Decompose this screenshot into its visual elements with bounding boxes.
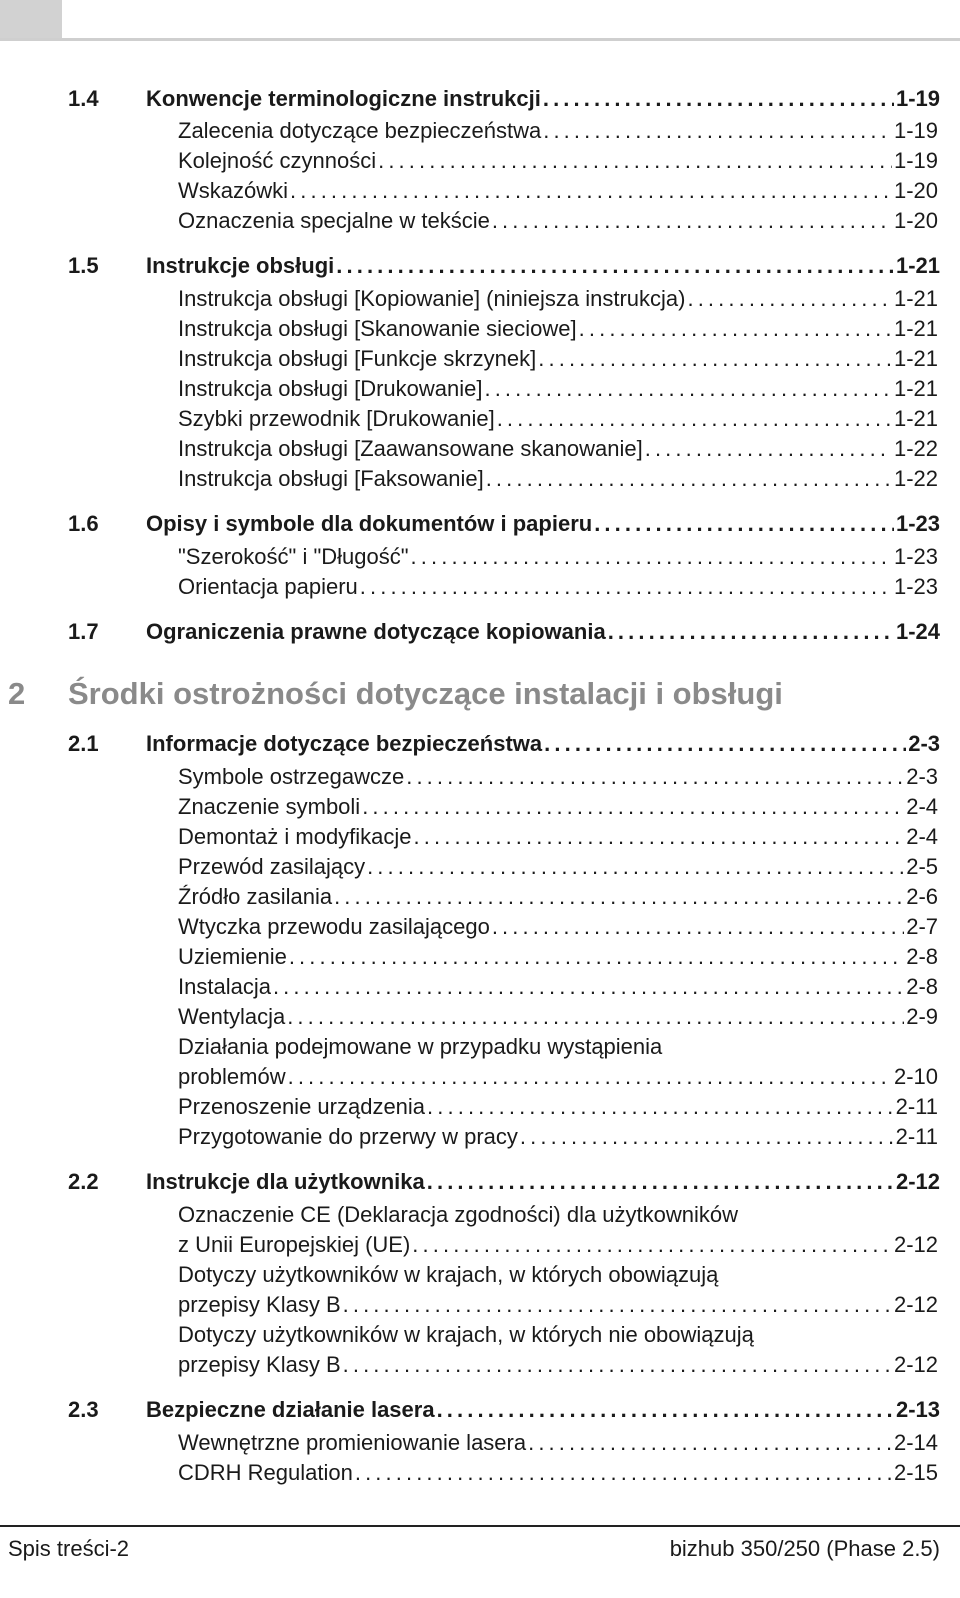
toc-entry[interactable]: [178, 436, 938, 462]
toc-entry-first-line[interactable]: Dotyczy użytkowników w krajach, w których nie obowiązują: [178, 1322, 754, 1347]
entry-title: z Unii Europejskiej (UE): [178, 1232, 411, 1257]
dot-leader: [594, 511, 894, 537]
page-number: 2-14: [893, 1430, 938, 1455]
page-number: 2-15: [893, 1460, 938, 1485]
dot-leader: [362, 794, 904, 820]
toc-entry[interactable]: [178, 974, 938, 1000]
page-number: 2-12: [895, 1169, 940, 1194]
entry-title: Przygotowanie do przerwy w pracy: [178, 1124, 518, 1149]
corner-tab: [0, 0, 62, 38]
dot-leader: [484, 376, 891, 402]
dot-leader: [579, 316, 892, 342]
toc-entry[interactable]: [178, 1460, 938, 1486]
entry-title: problemów: [178, 1064, 286, 1089]
section-number: 2.2: [68, 1169, 99, 1194]
page-number: 1-21: [895, 253, 940, 278]
page-number: 1-20: [893, 208, 938, 233]
dot-leader: [367, 854, 904, 880]
toc-entry[interactable]: [178, 884, 938, 910]
toc-entry[interactable]: [178, 914, 938, 940]
page-number: 2-8: [906, 944, 938, 969]
dot-leader: [538, 346, 892, 372]
page-number: 2-9: [906, 1004, 938, 1029]
toc-entry[interactable]: [178, 794, 938, 820]
toc-section-2-1[interactable]: [68, 731, 940, 757]
entry-title: Przewód zasilający: [178, 854, 366, 879]
dot-leader: [497, 406, 892, 432]
page-number: 1-21: [893, 316, 938, 341]
entry-title: CDRH Regulation: [178, 1460, 353, 1485]
entry-title: Instrukcja obsługi [Funkcje skrzynek]: [178, 346, 537, 371]
footer-page-label: Spis treści-2: [8, 1536, 130, 1561]
entry-title: Symbole ostrzegawcze: [178, 764, 405, 789]
dot-leader: [288, 1064, 892, 1090]
toc-entry-first-line[interactable]: Oznaczenie CE (Deklaracja zgodności) dla użytkowników: [178, 1202, 739, 1227]
toc-section-1-4[interactable]: [68, 86, 940, 112]
dot-leader: [378, 148, 892, 174]
dot-leader: [412, 1232, 892, 1258]
footer-product-name: bizhub 350/250 (Phase 2.5): [669, 1536, 940, 1561]
dot-leader: [273, 974, 904, 1000]
entry-title: Orientacja papieru: [178, 574, 358, 599]
toc-section-1-7[interactable]: [68, 619, 940, 645]
dot-leader: [645, 436, 892, 462]
entry-title: przepisy Klasy B: [178, 1292, 341, 1317]
section-title: Bezpieczne działanie lasera: [146, 1397, 435, 1422]
dot-leader: [544, 731, 906, 757]
section-number: 2.3: [68, 1397, 99, 1422]
toc-entry[interactable]: [178, 854, 938, 880]
entry-title: Wskazówki: [178, 178, 289, 203]
section-number: 2.1: [68, 731, 99, 756]
page-number: 1-19: [895, 86, 940, 111]
toc-entry[interactable]: [178, 544, 938, 570]
dot-leader: [427, 1169, 894, 1195]
dot-leader: [528, 1430, 892, 1456]
toc-entry[interactable]: [178, 1064, 938, 1090]
toc-entry[interactable]: [178, 1004, 938, 1030]
entry-title: Instrukcja obsługi [Drukowanie]: [178, 376, 483, 401]
entry-title: Wtyczka przewodu zasilającego: [178, 914, 490, 939]
section-number: 1.5: [68, 253, 99, 278]
toc-entry[interactable]: [178, 1124, 938, 1150]
dot-leader: [355, 1460, 892, 1486]
toc-entry[interactable]: [178, 316, 938, 342]
entry-title: Demontaż i modyfikacje: [178, 824, 412, 849]
entry-title: Kolejność czynności: [178, 148, 377, 173]
entry-title: przepisy Klasy B: [178, 1352, 341, 1377]
page-number: 2-4: [906, 824, 938, 849]
dot-leader: [543, 118, 892, 144]
toc-entry-first-line[interactable]: Działania podejmowane w przypadku wystąpienia: [178, 1034, 663, 1059]
toc-entry[interactable]: [178, 1352, 938, 1378]
page-number: 1-21: [893, 346, 938, 371]
entry-title: Źródło zasilania: [178, 884, 333, 909]
entry-title: Oznaczenia specjalne w tekście: [178, 208, 490, 233]
page-number: 1-21: [893, 376, 938, 401]
toc-entry[interactable]: [178, 1292, 938, 1318]
dot-leader: [486, 466, 892, 492]
toc-entry[interactable]: [178, 406, 938, 432]
chapter-heading[interactable]: [8, 676, 783, 712]
section-number: 1.6: [68, 511, 99, 536]
page-number: 2-12: [893, 1292, 938, 1317]
page-number: 2-10: [893, 1064, 938, 1089]
section-title: Ograniczenia prawne dotyczące kopiowania: [146, 619, 606, 644]
footer-rule: [0, 1525, 960, 1527]
toc-section-2-2[interactable]: [68, 1169, 940, 1195]
section-number: 1.4: [68, 86, 99, 111]
section-title: Konwencje terminologiczne instrukcji: [146, 86, 541, 111]
dot-leader: [287, 1004, 904, 1030]
toc-entry-first-line[interactable]: Dotyczy użytkowników w krajach, w których obowiązują: [178, 1262, 719, 1287]
dot-leader: [343, 1292, 892, 1318]
toc-entry[interactable]: [178, 824, 938, 850]
toc-section-1-5[interactable]: [68, 253, 940, 279]
dot-leader: [336, 253, 894, 279]
page-number: 1-23: [895, 511, 940, 536]
dot-leader: [687, 286, 891, 312]
page-number: 1-21: [893, 286, 938, 311]
section-title: Instrukcje obsługi: [146, 253, 335, 278]
toc-section-2-3[interactable]: [68, 1397, 940, 1423]
top-rule: [0, 38, 960, 41]
entry-title: Uziemienie: [178, 944, 287, 969]
entry-title: Wewnętrzne promieniowanie lasera: [178, 1430, 527, 1455]
dot-leader: [334, 884, 904, 910]
entry-title: "Szerokość" i "Długość": [178, 544, 409, 569]
dot-leader: [608, 619, 894, 645]
page-number: 1-22: [893, 466, 938, 491]
dot-leader: [414, 824, 905, 850]
dot-leader: [492, 208, 892, 234]
page-number: 2-13: [895, 1397, 940, 1422]
dot-leader: [343, 1352, 892, 1378]
page-number: 2-7: [906, 914, 938, 939]
page-number: 2-4: [906, 794, 938, 819]
toc-entry[interactable]: [178, 376, 938, 402]
toc-entry[interactable]: [178, 574, 938, 600]
page-number: 2-6: [906, 884, 938, 909]
page-number: 2-5: [906, 854, 938, 879]
toc-entry[interactable]: [178, 1094, 938, 1120]
toc-entry[interactable]: [178, 466, 938, 492]
entry-title: Instalacja: [178, 974, 271, 999]
section-number: 1.7: [68, 619, 99, 644]
page-number: 1-23: [893, 574, 938, 599]
chapter-number: 2: [8, 676, 26, 711]
entry-title: Szybki przewodnik [Drukowanie]: [178, 406, 495, 431]
page-number: 1-23: [893, 544, 938, 569]
toc-entry[interactable]: [178, 148, 938, 174]
chapter-title: Środki ostrożności dotyczące instalacji i obsługi: [68, 676, 783, 711]
dot-leader: [520, 1124, 894, 1150]
entry-title: Instrukcja obsługi [Zaawansowane skanowanie]: [178, 436, 643, 461]
dot-leader: [406, 764, 904, 790]
entry-title: Przenoszenie urządzenia: [178, 1094, 426, 1119]
page-number: 2-3: [906, 764, 938, 789]
toc-entry[interactable]: [178, 1232, 938, 1258]
page-number: 2-3: [908, 731, 940, 756]
page-number: 1-24: [895, 619, 940, 644]
dot-leader: [290, 178, 892, 204]
page-number: 1-21: [893, 406, 938, 431]
page-number: 2-11: [895, 1094, 938, 1119]
toc-entry[interactable]: [178, 178, 938, 204]
toc-entry[interactable]: [178, 118, 938, 144]
page-number: 1-19: [893, 118, 938, 143]
dot-leader: [427, 1094, 894, 1120]
entry-title: Instrukcja obsługi [Kopiowanie] (niniejsza instrukcja): [178, 286, 686, 311]
entry-title: Instrukcja obsługi [Faksowanie]: [178, 466, 484, 491]
dot-leader: [437, 1397, 894, 1423]
page-number: 2-8: [906, 974, 938, 999]
section-title: Instrukcje dla użytkownika: [146, 1169, 425, 1194]
dot-leader: [411, 544, 892, 570]
entry-title: Wentylacja: [178, 1004, 286, 1029]
page-number: 2-12: [893, 1352, 938, 1377]
toc-entry[interactable]: [178, 1430, 938, 1456]
toc-entry[interactable]: [178, 208, 938, 234]
dot-leader: [289, 944, 904, 970]
entry-title: Znaczenie symboli: [178, 794, 361, 819]
toc-section-1-6[interactable]: [68, 511, 940, 537]
toc-entry[interactable]: [178, 286, 938, 312]
dot-leader: [360, 574, 892, 600]
page-number: 2-12: [893, 1232, 938, 1257]
page-number: 1-20: [893, 178, 938, 203]
toc-entry[interactable]: [178, 764, 938, 790]
dot-leader: [543, 86, 894, 112]
toc-entry[interactable]: [178, 944, 938, 970]
dot-leader: [492, 914, 904, 940]
page-number: 2-11: [895, 1124, 938, 1149]
toc-entry[interactable]: [178, 346, 938, 372]
page-number: 1-22: [893, 436, 938, 461]
section-title: Informacje dotyczące bezpieczeństwa: [146, 731, 543, 756]
entry-title: Zalecenia dotyczące bezpieczeństwa: [178, 118, 542, 143]
page-number: 1-19: [893, 148, 938, 173]
entry-title: Instrukcja obsługi [Skanowanie sieciowe]: [178, 316, 577, 341]
section-title: Opisy i symbole dla dokumentów i papieru: [146, 511, 593, 536]
